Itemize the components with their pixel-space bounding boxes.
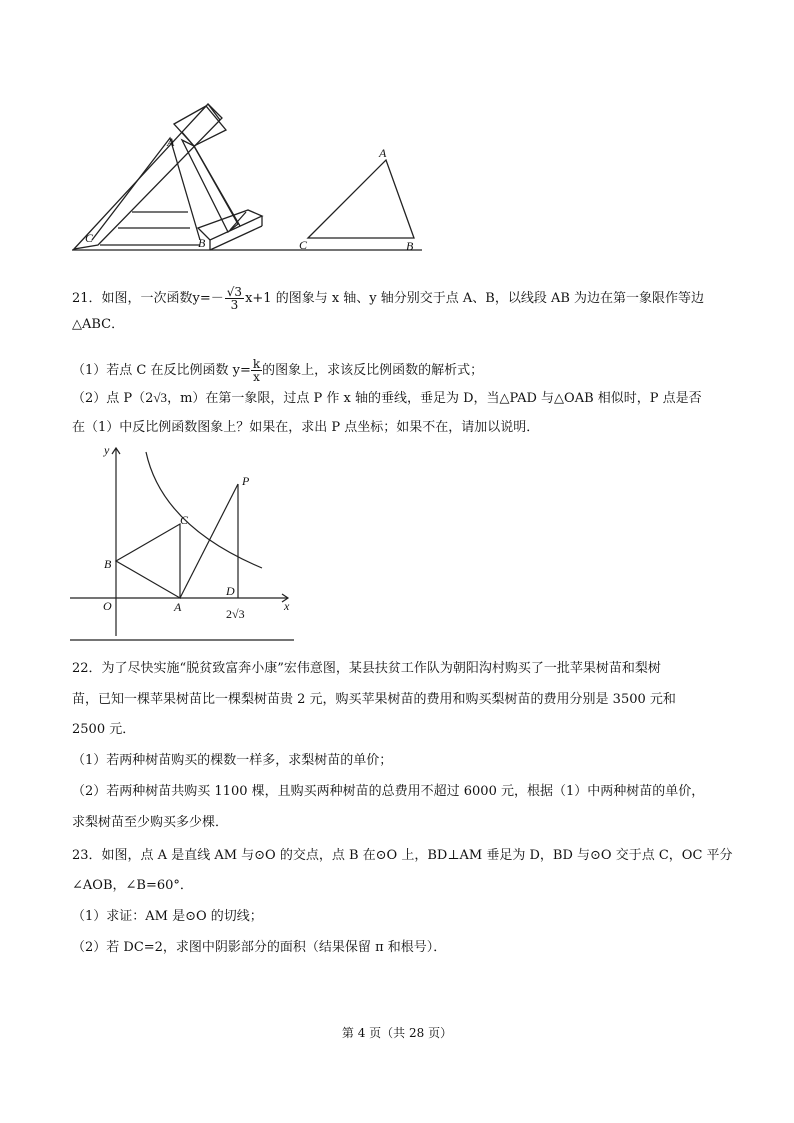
fig21-label-d: D xyxy=(226,584,235,598)
q23-line1: 23．如图，点 A 是直线 AM 与⊙O 的交点，点 B 在⊙O 上，BD⊥AM 垂足为 D，BD 与⊙O 交于点 C，OC 平分 xyxy=(72,848,733,863)
fig21-label-y: y xyxy=(104,443,110,457)
fig21-label-c: C xyxy=(180,513,189,527)
q21-part1-den: x xyxy=(253,370,260,384)
q21-part2-a: （2）点 P（2 xyxy=(72,391,154,406)
fig20-label-c2: C xyxy=(299,238,308,252)
q22-part2: （2）若两种树苗共购买 1100 棵，且购买两种树苗的总费用不超过 6000 元，根据（1）中两种树苗的单价， xyxy=(72,784,705,799)
q21-part1-a: （1）若点 C 在反比例函数 y= xyxy=(72,363,251,378)
q21-line2: △ABC． xyxy=(72,317,125,332)
q21-frac-num: √3 xyxy=(226,285,243,299)
q21-line1 xyxy=(72,286,704,311)
page-footer: 第 4 页（共 28 页） xyxy=(341,1026,453,1040)
q22-line2: 苗，已知一棵苹果树苗比一棵梨树苗贵 2 元，购买苹果树苗的费用和购买梨树苗的费用分别是 3500 元和 xyxy=(72,692,676,707)
q23-part1: （1）求证：AM 是⊙O 的切线； xyxy=(72,909,263,924)
fig20-label-a2: A xyxy=(379,146,387,160)
fig21-label-x: x xyxy=(284,599,290,613)
q21-frac-den: 3 xyxy=(230,298,239,312)
q21-part1-num: k xyxy=(252,357,261,371)
fig21-label-p: P xyxy=(242,474,250,488)
q21-part1-b: 的图象上，求该反比例函数的解析式； xyxy=(262,363,484,378)
q20-figure xyxy=(70,100,425,260)
fig20-label-a1: A xyxy=(167,135,175,149)
fig21-tick-label: 2√3 xyxy=(226,607,245,621)
fig21-label-b: B xyxy=(104,557,112,571)
q21-text-b: x+1 的图象与 x 轴、y 轴分别交于点 A、B，以线段 AB 为边在第一象限作等边 xyxy=(245,291,705,306)
q22-line1: 22．为了尽快实施“脱贫致富奔小康”宏伟意图，某县扶贫工作队为朝阳沟村购买了一批苹果树苗和梨树 xyxy=(72,661,661,676)
q21-fraction xyxy=(225,286,244,311)
q22-part2-cont: 求梨树苗至少购买多少棵． xyxy=(72,815,229,830)
q22-line3: 2500 元． xyxy=(72,722,136,737)
fig20-label-c1: C xyxy=(85,231,94,245)
fig20-label-b1: B xyxy=(198,236,206,250)
q21-part1 xyxy=(72,358,483,383)
q23-part2: （2）若 DC=2，求图中阴影部分的面积（结果保留 π 和根号）． xyxy=(72,940,447,955)
fig21-label-o: O xyxy=(103,599,112,613)
q21-text-a: 21．如图，一次函数y=－ xyxy=(72,291,224,306)
q21-figure xyxy=(70,440,298,642)
q21-part2-cont: 在（1）中反比例函数图象上？如果在，求出 P 点坐标；如果不在，请加以说明． xyxy=(72,420,540,435)
q23-line2: ∠AOB，∠B=60°． xyxy=(72,878,193,893)
q22-part1: （1）若两种树苗购买的棵数一样多，求梨树苗的单价； xyxy=(72,753,393,768)
q21-part2-b: ，m）在第一象限，过点 P 作 x 轴的垂线，垂足为 D，当△PAD 与△OAB 相似时，P 点是否 xyxy=(167,391,702,406)
fig21-label-a: A xyxy=(174,600,182,614)
q21-part2 xyxy=(72,387,702,406)
q21-part1-fraction xyxy=(251,358,262,383)
q21-part2-sqrt: √3 xyxy=(153,390,168,405)
fig20-label-b2: B xyxy=(406,239,414,253)
